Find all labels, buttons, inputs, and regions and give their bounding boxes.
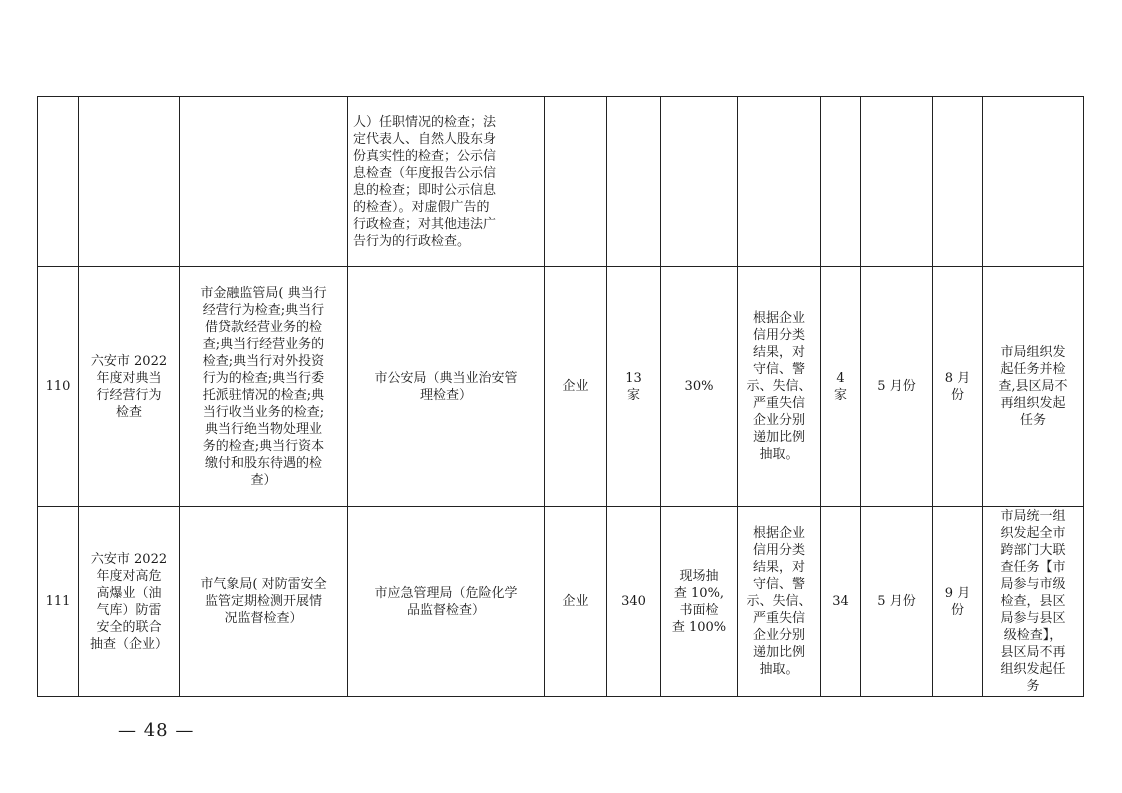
table-row bbox=[38, 267, 1084, 507]
joint-department-cell: 市应急管理局（危险化学 品监督检查） bbox=[348, 507, 545, 697]
ratio-cell: 现场抽 查 10%, 书面检 查 100% bbox=[661, 507, 738, 697]
end-month-cell: 9 月 份 bbox=[933, 507, 983, 697]
ratio-cell: 30% bbox=[661, 267, 738, 507]
row-number-cell: 110 bbox=[38, 267, 79, 507]
start-month-cell: 5 月份 bbox=[861, 507, 933, 697]
count-cell: 13 家 bbox=[607, 267, 661, 507]
row-number-cell bbox=[38, 97, 79, 267]
end-month-cell: 8 月 份 bbox=[933, 267, 983, 507]
row-number-cell: 111 bbox=[38, 507, 79, 697]
table-row bbox=[38, 97, 1084, 267]
task-name-cell bbox=[79, 97, 180, 267]
object-cell bbox=[545, 97, 607, 267]
lead-department-cell bbox=[180, 97, 348, 267]
sample-cell: 4 家 bbox=[821, 267, 861, 507]
count-cell: 340 bbox=[607, 507, 661, 697]
note-cell: 市局组织发 起任务并检 查,县区局不 再组织发起 任务 bbox=[983, 267, 1084, 507]
object-cell: 企业 bbox=[545, 507, 607, 697]
start-month-cell: 5 月份 bbox=[861, 267, 933, 507]
note-cell: 市局统一组 织发起全市 跨部门大联 查任务【市 局参与市级 检查，县区 局参与县区 级检查】， 县区局不再 组织发起任 务 bbox=[983, 507, 1084, 697]
task-name-cell: 六安市 2022 年度对典当 行经营行为 检查 bbox=[79, 267, 180, 507]
page-number: — 48 — bbox=[118, 720, 195, 741]
task-name-cell: 六安市 2022 年度对高危 高爆业（油 气库）防雷 安全的联合 抽查（企业） bbox=[79, 507, 180, 697]
note-cell bbox=[983, 97, 1084, 267]
lead-department-cell: 市金融监管局( 典当行 经营行为检查;典当行 借贷款经营业务的检 查;典当行经营业务的 检查;典当行对外投资 行为的检查;典当行委 托派驻情况的检查;典 当行收当业务的检查; 典当行绝当物处理业 务的检查;典当行资本 缴付和股东待遇的检 查） bbox=[180, 267, 348, 507]
sample-cell bbox=[821, 97, 861, 267]
count-cell bbox=[607, 97, 661, 267]
inspection-plan-table bbox=[37, 96, 1084, 697]
method-cell: 根据企业 信用分类 结果，对 守信、警 示、失信、 严重失信 企业分别 递加比例 抽取。 bbox=[738, 267, 821, 507]
end-month-cell bbox=[933, 97, 983, 267]
lead-department-cell: 市气象局( 对防雷安全 监管定期检测开展情 况监督检查） bbox=[180, 507, 348, 697]
table-row bbox=[38, 507, 1084, 697]
sample-cell: 34 bbox=[821, 507, 861, 697]
object-cell: 企业 bbox=[545, 267, 607, 507]
inspection-items-cell: 人）任职情况的检查；法 定代表人、自然人股东身 份真实性的检查；公示信 息检查（年度报告公示信 息的检查；即时公示信息 的检查）。对虚假广告的 行政检查；对其他违法广 告行为的行政检查。 bbox=[348, 97, 545, 267]
start-month-cell bbox=[861, 97, 933, 267]
ratio-cell bbox=[661, 97, 738, 267]
method-cell: 根据企业 信用分类 结果，对 守信、警 示、失信、 严重失信 企业分别 递加比例 抽取。 bbox=[738, 507, 821, 697]
method-cell bbox=[738, 97, 821, 267]
joint-department-cell: 市公安局（典当业治安管 理检查） bbox=[348, 267, 545, 507]
